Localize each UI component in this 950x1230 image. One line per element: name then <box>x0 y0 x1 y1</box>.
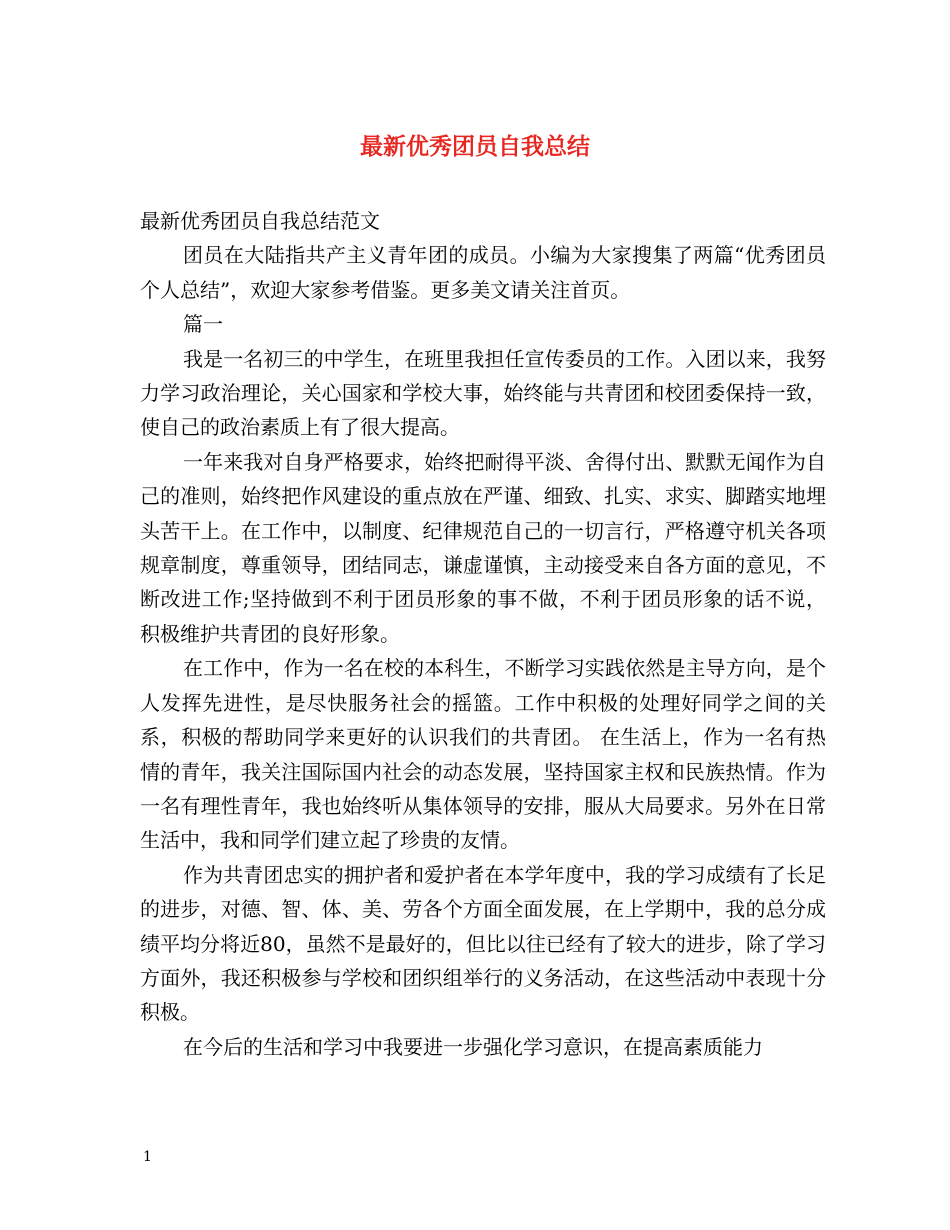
paragraph: 一年来我对自身严格要求，始终把耐得平淡、舍得付出、默默无闻作为自己的准则，始终把作风建设的重点放在严谨、细致、扎实、求实、脚踏实地埋头苦干上。在工作中，以制度、纪律规范自己的一切言行，严格遵守机关各项规章制度，尊重领导，团结同志，谦虚谨慎，主动接受来自各方面的意见，不断改进工作;坚持做到不利于团员形象的事不做，不利于团员形象的话不说，积极维护共青团的良好形象。 <box>140 449 826 646</box>
paragraph: 我是一名初三的中学生，在班里我担任宣传委员的工作。入团以来，我努力学习政治理论，关心国家和学校大事，始终能与共青团和校团委保持一致，使自己的政治素质上有了很大提高。 <box>140 346 826 440</box>
document-body <box>140 204 826 1064</box>
document-subtitle: 最新优秀团员自我总结范文 <box>140 209 380 233</box>
page-number: 1 <box>143 1149 152 1165</box>
paragraph-intro: 团员在大陆指共产主义青年团的成员。小编为大家搜集了两篇“优秀团员个人总结”，欢迎大家参考借鉴。更多美文请关注首页。 <box>140 243 826 302</box>
paragraph: 在今后的生活和学习中我要进一步强化学习意识，在提高素质能力 <box>183 1034 763 1059</box>
section-heading: 篇一 <box>183 312 223 337</box>
paragraph: 在工作中，作为一名在校的本科生，不断学习实践依然是主导方向，是个人发挥先进性，是尽快服务社会的摇篮。工作中积极的处理好同学之间的关系，积极的帮助同学来更好的认识我们的共青团。 在生活上，作为一名有热情的青年，我关注国际国内社会的动态发展，坚持国家主权和民族热情。作为一名有理性青年，我也始终听从集体领导的安排，服从大局要求。另外在日常生活中，我和同学们建立起了珍贵的友情。 <box>140 656 826 853</box>
document-title: 最新优秀团员自我总结 <box>360 133 590 160</box>
paragraph: 作为共青团忠实的拥护者和爱护者在本学年度中，我的学习成绩有了长足的进步，对德、智、体、美、劳各个方面全面发展，在上学期中，我的总分成绩平均分将近80，虽然不是最好的，但比以往已经有了较大的进步，除了学习方面外，我还积极参与学校和团织组举行的义务活动，在这些活动中表现十分积极。 <box>140 862 826 1025</box>
